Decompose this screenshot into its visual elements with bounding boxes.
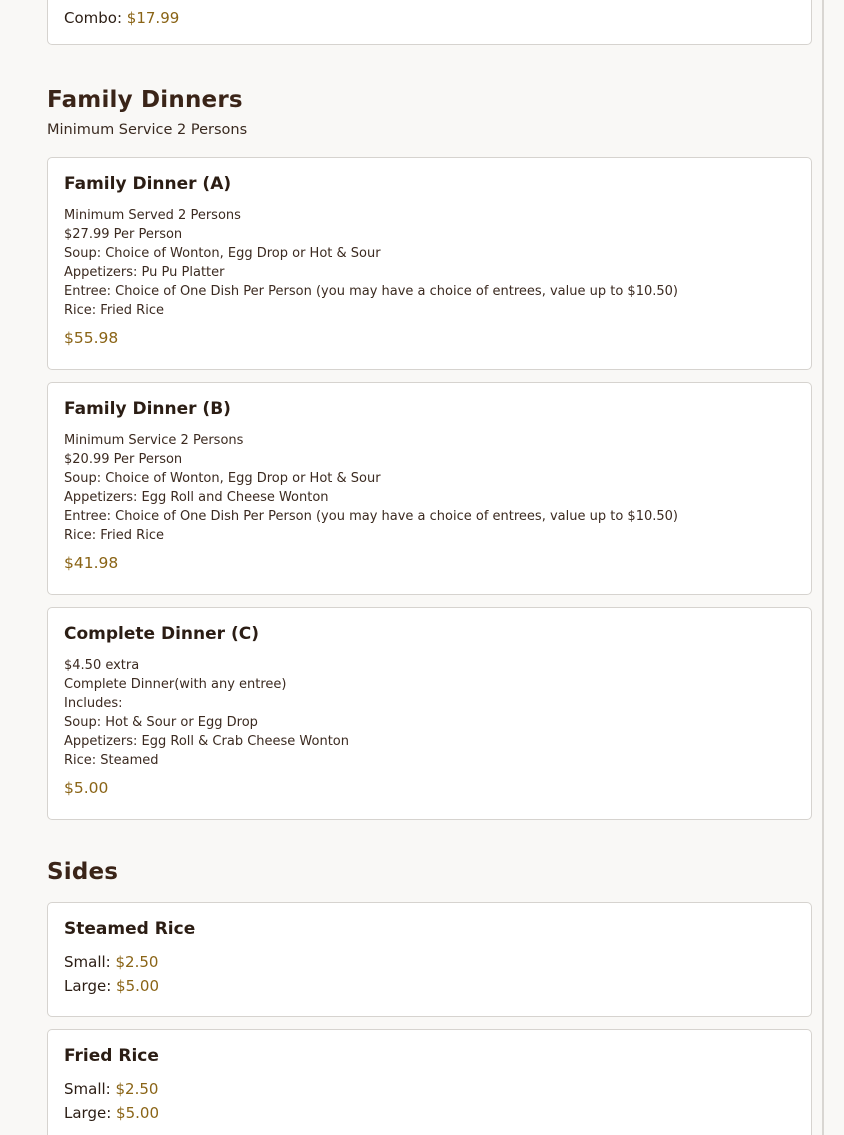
family-dinners-section	[47, 87, 812, 820]
description-line: Includes:	[64, 696, 123, 711]
description-line: $20.99 Per Person	[64, 452, 183, 467]
description-line: Rice: Steamed	[64, 753, 159, 768]
size-small	[64, 950, 795, 974]
size-small	[64, 1077, 795, 1101]
item-description	[64, 206, 795, 320]
combo-label: Combo:	[64, 9, 123, 27]
sides-section	[47, 859, 812, 1135]
size-price: $5.00	[116, 977, 159, 995]
section-title-sides: Sides	[47, 859, 119, 885]
description-line: Soup: Choice of Wonton, Egg Drop or Hot & Sour	[64, 246, 381, 261]
item-price: $41.98	[64, 554, 119, 572]
menu-item-complete-dinner-c[interactable]	[47, 607, 812, 820]
size-label: Large:	[64, 1104, 112, 1122]
size-price: $2.50	[115, 953, 159, 971]
item-name: Steamed Rice	[64, 919, 196, 939]
description-line: Rice: Fried Rice	[64, 303, 164, 318]
size-price: $2.50	[115, 1080, 159, 1098]
size-label: Small:	[64, 953, 111, 971]
section-title-family-dinners: Family Dinners	[47, 87, 243, 113]
description-line: Entree: Choice of One Dish Per Person (you may have a choice of entrees, value up to $10.50)	[64, 509, 678, 524]
item-price: $5.00	[64, 779, 109, 797]
item-description	[64, 431, 795, 545]
combo-card[interactable]	[47, 0, 812, 45]
size-large	[64, 974, 795, 998]
menu-item-family-dinner-b[interactable]	[47, 382, 812, 595]
description-line: Soup: Choice of Wonton, Egg Drop or Hot & Sour	[64, 471, 381, 486]
menu-item-family-dinner-a[interactable]	[47, 157, 812, 370]
section-subtitle-family-dinners: Minimum Service 2 Persons	[47, 122, 248, 138]
item-name: Family Dinner (B)	[64, 399, 231, 419]
description-line: Minimum Served 2 Persons	[64, 208, 241, 223]
description-line: Appetizers: Egg Roll and Cheese Wonton	[64, 490, 329, 505]
description-line: Rice: Fried Rice	[64, 528, 164, 543]
item-name: Fried Rice	[64, 1046, 159, 1066]
description-line: Appetizers: Pu Pu Platter	[64, 265, 225, 280]
size-large	[64, 1101, 795, 1125]
description-line: $4.50 extra	[64, 658, 140, 673]
description-line: $27.99 Per Person	[64, 227, 183, 242]
menu-item-fried-rice[interactable]	[47, 1029, 812, 1135]
item-name: Family Dinner (A)	[64, 174, 232, 194]
description-line: Soup: Hot & Sour or Egg Drop	[64, 715, 258, 730]
combo-price: $17.99	[126, 9, 180, 27]
item-description	[64, 656, 795, 770]
description-line: Minimum Service 2 Persons	[64, 433, 244, 448]
menu-item-steamed-rice[interactable]	[47, 902, 812, 1017]
size-price: $5.00	[116, 1104, 159, 1122]
description-line: Entree: Choice of One Dish Per Person (you may have a choice of entrees, value up to $10.50)	[64, 284, 678, 299]
size-prices	[64, 1077, 795, 1125]
size-prices	[64, 950, 795, 998]
item-name: Complete Dinner (C)	[64, 624, 259, 644]
scrollbar-edge[interactable]	[822, 0, 824, 1135]
combo-price-line	[64, 6, 795, 30]
item-price: $55.98	[64, 329, 119, 347]
description-line: Complete Dinner(with any entree)	[64, 677, 287, 692]
description-line: Appetizers: Egg Roll & Crab Cheese Wonton	[64, 734, 349, 749]
menu-content	[47, 0, 812, 1135]
size-label: Large:	[64, 977, 112, 995]
size-label: Small:	[64, 1080, 111, 1098]
